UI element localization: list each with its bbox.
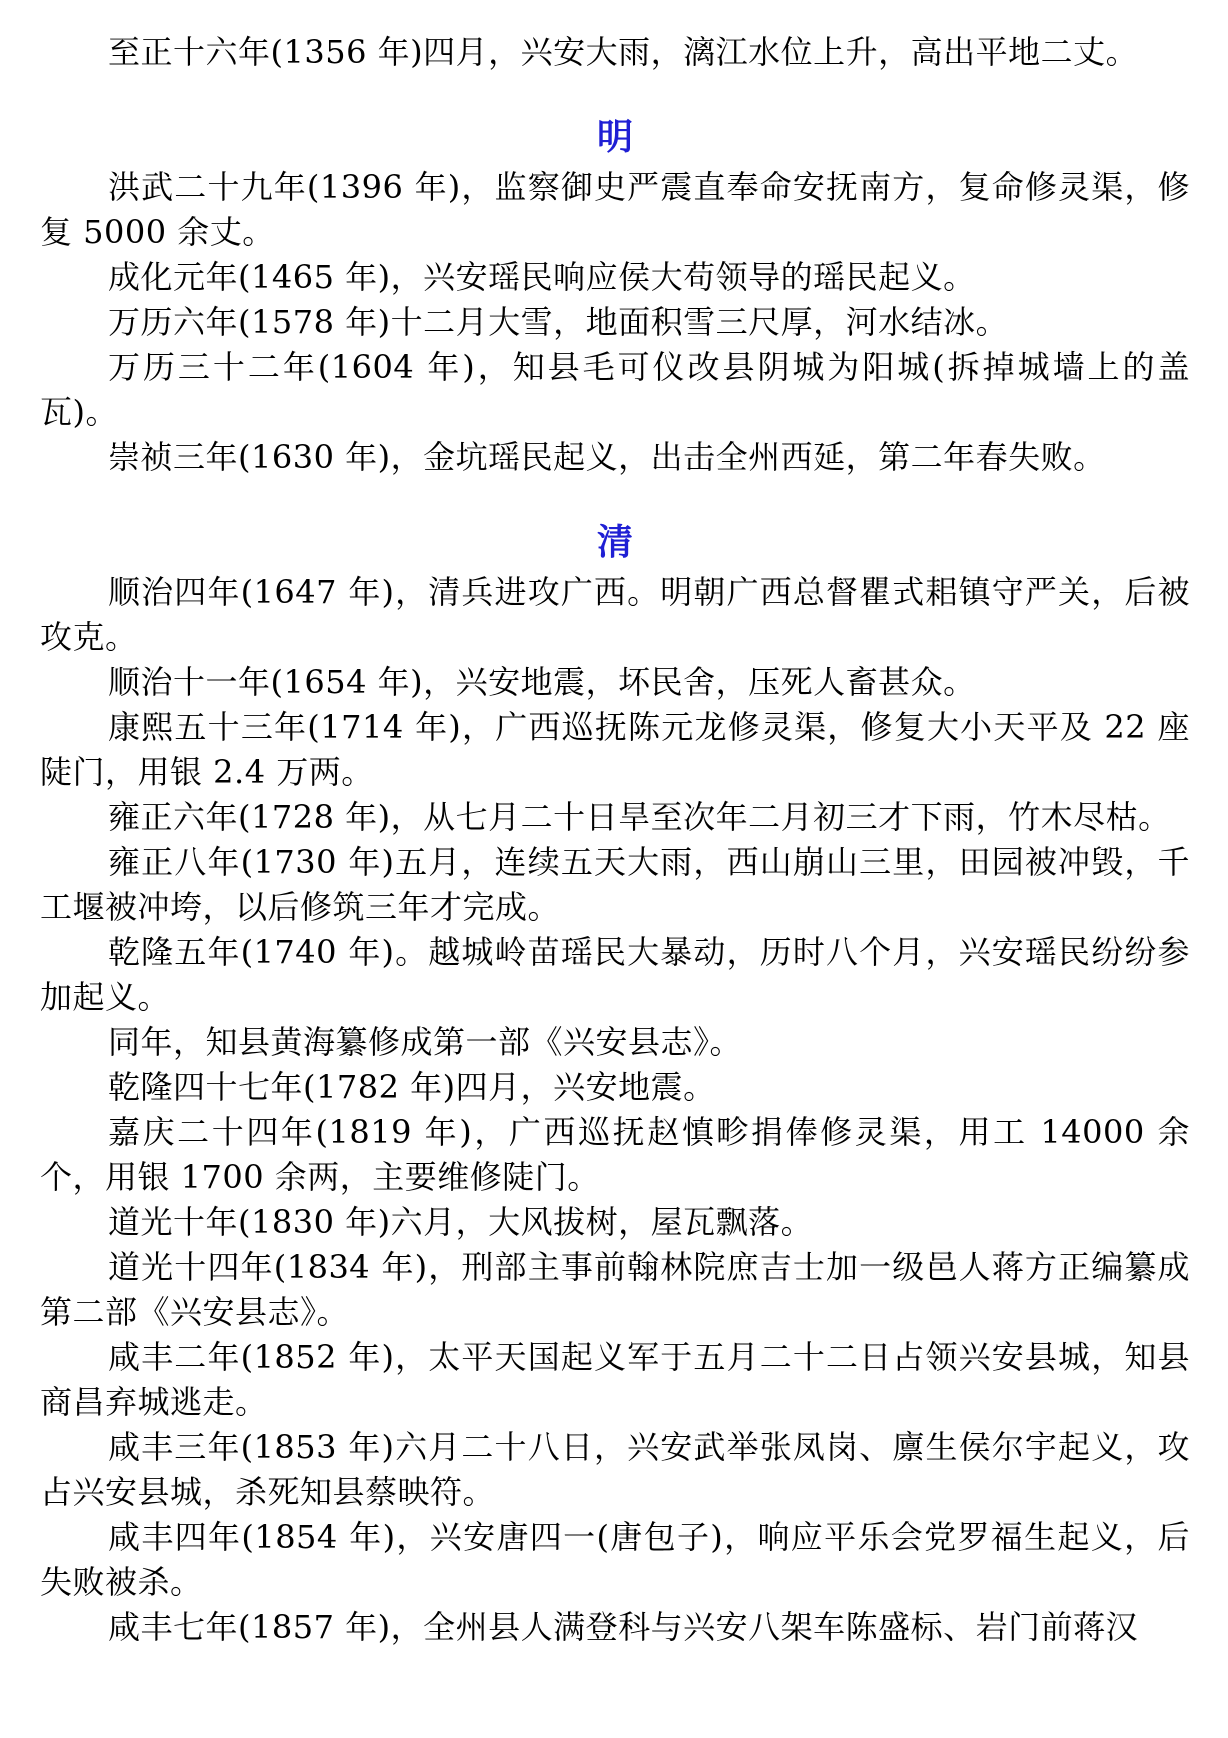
entry-qianlong-47: 乾隆四十七年(1782 年)四月，兴安地震。 [108, 1068, 716, 1106]
entry-shunzhi-11: 顺治十一年(1654 年)，兴安地震，坏民舍，压死人畜甚众。 [108, 663, 976, 701]
entry-hongwu-29: 洪武二十九年(1396 年)，监察御史严震直奉命安抚南方，复命修灵渠，修复 5000 余丈。 [40, 168, 1190, 251]
entry-jiaqing-24: 嘉庆二十四年(1819 年)，广西巡抚赵慎畛捐俸修灵渠，用工 14000 余个，用银 1700 余两，主要维修陡门。 [40, 1113, 1190, 1196]
entry-kangxi-53: 康熙五十三年(1714 年)，广西巡抚陈元龙修灵渠，修复大小天平及 22 座陡门，用银 2.4 万两。 [40, 708, 1190, 791]
entry-same-year-county-annals: 同年，知县黄海纂修成第一部《兴安县志》。 [108, 1023, 743, 1061]
entry-qianlong-5: 乾隆五年(1740 年)。越城岭苗瑶民大暴动，历时八个月，兴安瑶民纷纷参加起义。 [40, 933, 1190, 1016]
entry-xianfeng-7: 咸丰七年(1857 年)，全州县人满登科与兴安八架车陈盛标、岩门前蒋汉 [108, 1608, 1139, 1646]
entry-xianfeng-4: 咸丰四年(1854 年)，兴安唐四一(唐包子)，响应平乐会党罗福生起义，后失败被杀。 [40, 1518, 1190, 1601]
entry-yongzheng-8: 雍正八年(1730 年)五月，连续五天大雨，西山崩山三里，田园被冲毁，千工堰被冲垮，以后修筑三年才完成。 [40, 843, 1190, 926]
entry-chongzhen-3: 崇祯三年(1630 年)，金坑瑶民起义，出击全州西延，第二年春失败。 [108, 438, 1106, 476]
section-heading-ming: 明 [596, 116, 633, 158]
entry-daoguang-14: 道光十四年(1834 年)，刑部主事前翰林院庶吉士加一级邑人蒋方正编纂成第二部《兴安县志》。 [40, 1248, 1190, 1331]
section-gap [40, 75, 1190, 110]
entry-daoguang-10: 道光十年(1830 年)六月，大风拔树，屋瓦飘落。 [108, 1203, 814, 1241]
entry-wanli-6: 万历六年(1578 年)十二月大雪，地面积雪三尺厚，河水结冰。 [108, 303, 1009, 341]
entry-chenghua-1: 成化元年(1465 年)，兴安瑶民响应侯大苟领导的瑶民起义。 [108, 258, 976, 296]
entry-xianfeng-2: 咸丰二年(1852 年)，太平天国起义军于五月二十二日占领兴安县城，知县商昌弃城逃走。 [40, 1338, 1190, 1421]
entry-shunzhi-4: 顺治四年(1647 年)，清兵进攻广西。明朝广西总督瞿式耜镇守严关，后被攻克。 [40, 573, 1190, 656]
entry-xianfeng-3: 咸丰三年(1853 年)六月二十八日，兴安武举张凤岗、廪生侯尔宇起义，攻占兴安县城，杀死知县蔡映符。 [40, 1428, 1190, 1511]
entry-wanli-32: 万历三十二年(1604 年)，知县毛可仪改县阴城为阳城(拆掉城墙上的盖瓦)。 [40, 348, 1190, 431]
document-page [40, 30, 1190, 1650]
section-gap [40, 480, 1190, 515]
entry-yongzheng-6: 雍正六年(1728 年)，从七月二十日旱至次年二月初三才下雨，竹木尽枯。 [108, 798, 1171, 836]
section-heading-qing: 清 [596, 521, 633, 563]
entry-zhizheng-16: 至正十六年(1356 年)四月，兴安大雨，漓江水位上升，高出平地二丈。 [108, 33, 1139, 71]
